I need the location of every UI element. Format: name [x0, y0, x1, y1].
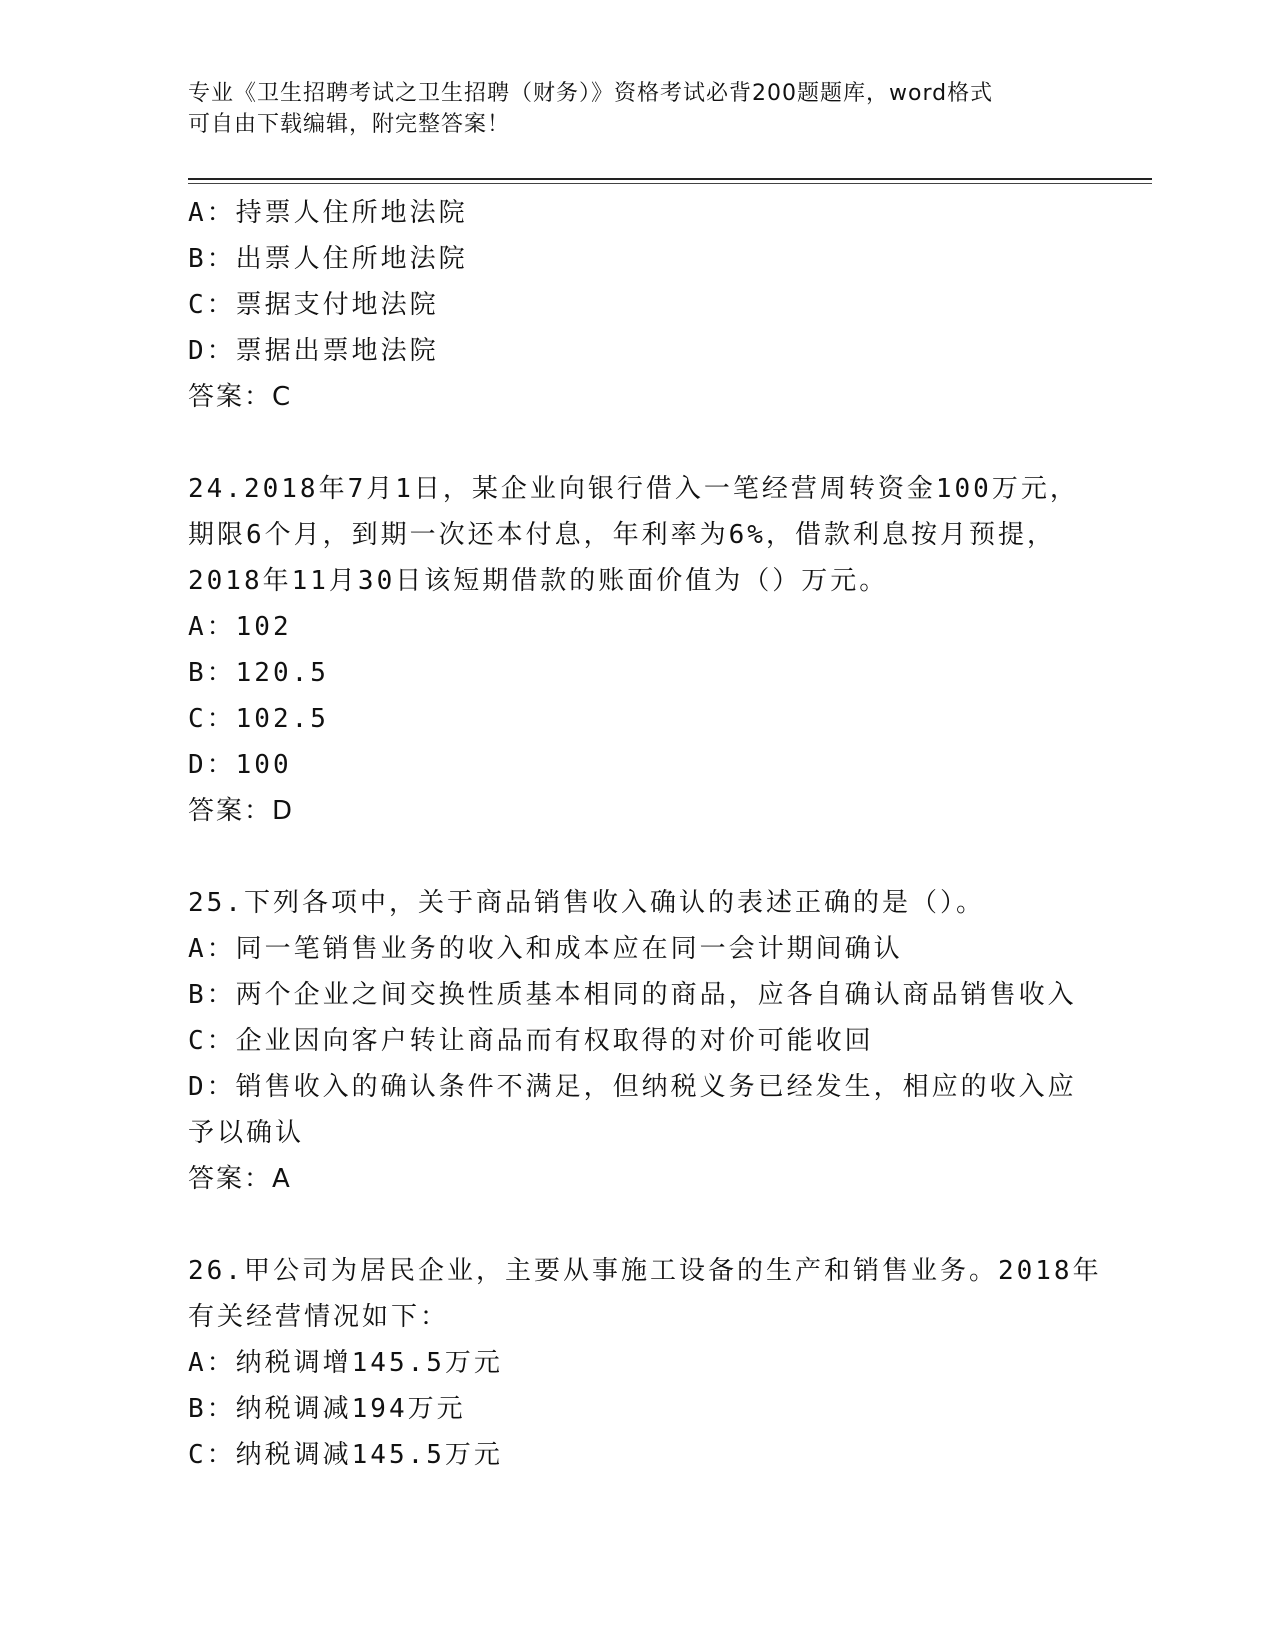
option-c: C：纳税调减145.5万元 — [188, 1440, 503, 1470]
option-d: D：销售收入的确认条件不满足，但纳税义务已经发生，相应的收入应 — [188, 1072, 1077, 1102]
option-d: D：100 — [188, 750, 292, 780]
option-c: C：企业因向客户转让商品而有权取得的对价可能收回 — [188, 1026, 874, 1056]
option-b: B：出票人住所地法院 — [188, 244, 468, 274]
option-d: D：票据出票地法院 — [188, 336, 439, 366]
question-stem-line: 24.2018年7月1日，某企业向银行借入一笔经营周转资金100万元， — [188, 474, 1079, 504]
question-26 — [188, 1248, 1102, 1478]
header-divider-thick — [188, 178, 1152, 180]
question-24 — [188, 466, 1088, 834]
question-stem-line: 26.甲公司为居民企业，主要从事施工设备的生产和销售业务。2018年 — [188, 1256, 1102, 1286]
option-a: A：102 — [188, 612, 292, 642]
question-stem-line: 2018年11月30日该短期借款的账面价值为（）万元。 — [188, 566, 889, 596]
answer-line: 答案：D — [188, 796, 295, 826]
option-d-continued: 予以确认 — [188, 1118, 305, 1148]
option-c: C：102.5 — [188, 704, 329, 734]
spacer — [188, 1202, 1088, 1248]
question-stem-line: 有关经营情况如下： — [188, 1302, 450, 1332]
answer-line: 答案：C — [188, 382, 293, 412]
question-stem-line: 25.下列各项中，关于商品销售收入确认的表述正确的是（）。 — [188, 888, 985, 918]
question-list — [188, 190, 1102, 1478]
option-b: B：纳税调减194万元 — [188, 1394, 466, 1424]
spacer — [188, 420, 1088, 466]
spacer — [188, 834, 1088, 880]
header-line-2: 可自由下载编辑，附完整答案！ — [188, 112, 511, 137]
option-b: B：120.5 — [188, 658, 329, 688]
option-c: C：票据支付地法院 — [188, 290, 439, 320]
header-divider-thin — [188, 183, 1152, 184]
option-b: B：两个企业之间交换性质基本相同的商品，应各自确认商品销售收入 — [188, 980, 1077, 1010]
document-header — [188, 78, 1068, 140]
option-a: A：同一笔销售业务的收入和成本应在同一会计期间确认 — [188, 934, 903, 964]
option-a: A：持票人住所地法院 — [188, 198, 468, 228]
question-23 — [188, 190, 1088, 420]
option-a: A：纳税调增145.5万元 — [188, 1348, 503, 1378]
question-25 — [188, 880, 1088, 1202]
answer-line: 答案：A — [188, 1164, 292, 1194]
header-line-1: 专业《卫生招聘考试之卫生招聘（财务）》资格考试必背200题题库，word格式 — [188, 81, 994, 106]
question-stem-line: 期限6个月，到期一次还本付息，年利率为6%，借款利息按月预提， — [188, 520, 1056, 550]
